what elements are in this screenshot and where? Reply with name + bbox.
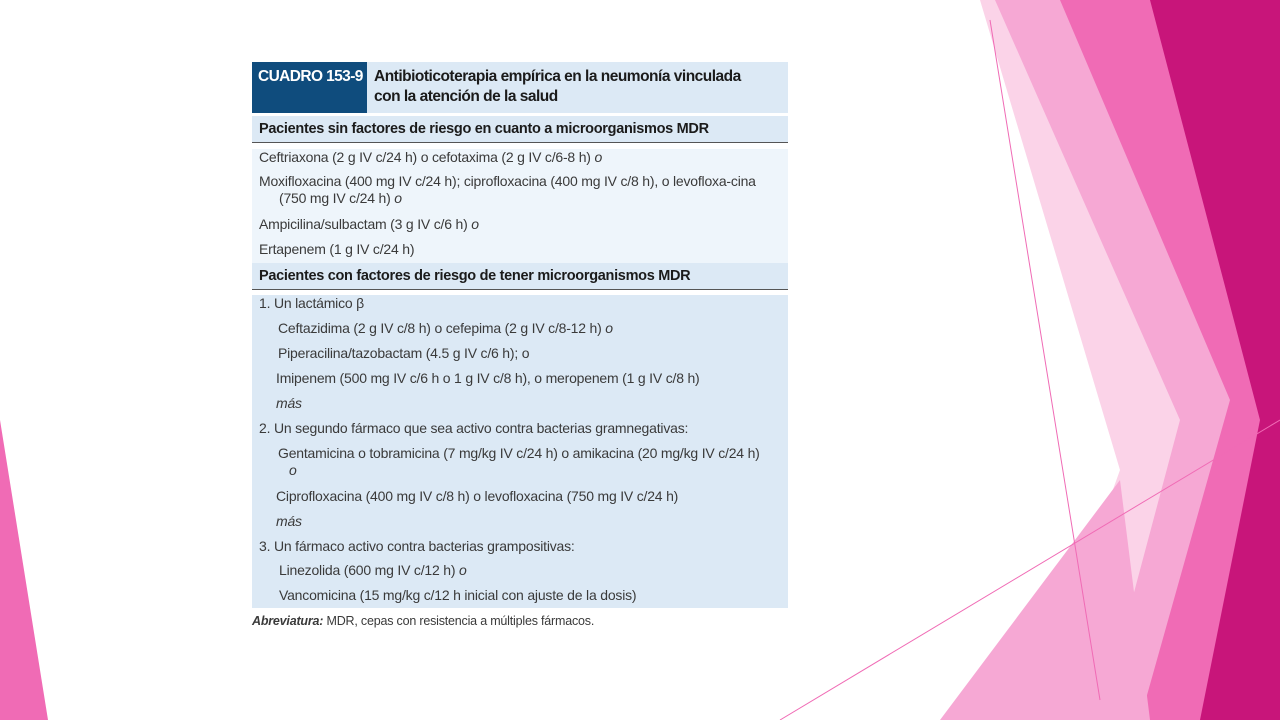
mas-connector-1: más: [276, 395, 302, 411]
list-item-2: 2. Un segundo fármaco que sea activo contra bacterias gramnegativas:: [259, 420, 689, 436]
table-row: Linezolida (600 mg IV c/12 h) o: [279, 562, 467, 578]
section-no-risk-body: [252, 149, 788, 263]
list-item-1: 1. Un lactámico β: [259, 295, 365, 311]
section-risk-body: [252, 295, 788, 608]
section-risk-heading: Pacientes con factores de riesgo de tener microorganismos MDR: [252, 263, 788, 290]
footnote-label: Abreviatura:: [252, 614, 324, 628]
footnote-text: MDR, cepas con resistencia a múltiples fármacos.: [323, 614, 595, 628]
left-pink-wedge: [0, 420, 48, 720]
table-row: Ceftriaxona (2 g IV c/24 h) o cefotaxima (2 g IV c/6-8 h) o: [259, 149, 603, 165]
mas-connector-2: más: [276, 513, 302, 529]
table-row: Piperacilina/tazobactam (4.5 g IV c/6 h); o: [278, 345, 530, 361]
table-row: Ertapenem (1 g IV c/24 h): [259, 241, 415, 257]
table-row: Ceftazidima (2 g IV c/8 h) o cefepima (2 g IV c/8-12 h) o: [278, 320, 613, 336]
table-header: [252, 62, 788, 113]
table-row: Ampicilina/sulbactam (3 g IV c/6 h) o: [259, 216, 479, 232]
table-footnote: [252, 614, 788, 628]
table-title: [367, 62, 788, 113]
table-row: Vancomicina (15 mg/kg c/12 h inicial con ajuste de la dosis): [279, 587, 637, 603]
table-row: Ciprofloxacina (400 mg IV c/8 h) o levofloxacina (750 mg IV c/24 h): [276, 488, 679, 504]
table-title-line-1: Antibioticoterapia empírica en la neumonía vinculada: [374, 68, 741, 85]
antibiotic-table: [252, 62, 788, 628]
section-no-risk-heading: Pacientes sin factores de riesgo en cuanto a microorganismos MDR: [252, 116, 788, 143]
list-item-3: 3. Un fármaco activo contra bacterias grampositivas:: [259, 538, 575, 554]
table-row: Gentamicina o tobramicina (7 mg/kg IV c/24 h) o amikacina (20 mg/kg IV c/24 h) o: [278, 445, 760, 478]
table-label: CUADRO 153-9: [252, 62, 367, 113]
table-row: Moxifloxacina (400 mg IV c/24 h); ciprofloxacina (400 mg IV c/8 h), o levofloxa-cina (750 mg IV c/24 h) o: [259, 173, 756, 206]
right-bottom-facet: [940, 480, 1150, 720]
table-row: Imipenem (500 mg IV c/6 h o 1 g IV c/8 h), o meropenem (1 g IV c/8 h): [276, 370, 700, 386]
table-title-line-2: con la atención de la salud: [374, 88, 558, 105]
